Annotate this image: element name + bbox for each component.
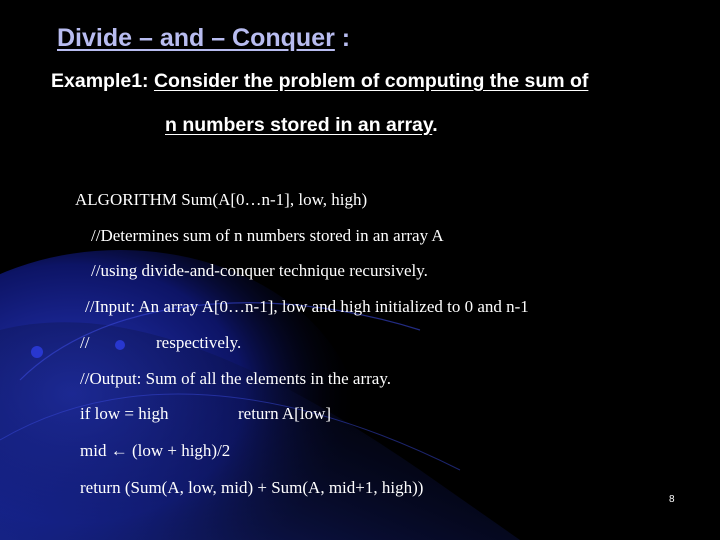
algorithm-comment-slashes: // [80,333,90,352]
example-text-2: n numbers stored in an array [165,114,433,136]
algorithm-comment: //Determines sum of n numbers stored in an array A [91,226,444,245]
example-prefix: Example1: [51,70,154,92]
example-text-2-suffix: . [432,114,438,136]
algorithm-comment: //Output: Sum of all the elements in the array. [80,369,391,388]
page-number: 8 [669,494,675,505]
slide-title-text: Divide – and – Conquer [57,24,335,52]
algorithm-comment: //Input: An array A[0…n-1], low and high initialized to 0 and n-1 [85,297,529,316]
algorithm-line: mid ← (low + high)/2 [80,441,231,460]
slide-title-suffix: : [334,24,351,52]
background-dot [31,346,43,358]
algorithm-line: return A[low] [238,404,332,423]
example-text-1: Consider the problem of computing the sum of [153,70,589,92]
background-dot [115,340,125,350]
example-line-1 [51,70,588,93]
slide-title [57,24,350,53]
algorithm-line: if low = high [80,404,169,423]
example-line-2 [165,114,438,137]
algorithm-line: return (Sum(A, low, mid) + Sum(A, mid+1, high)) [80,478,424,497]
algorithm-comment: respectively. [156,333,242,352]
algorithm-header: ALGORITHM Sum(A[0…n-1], low, high) [75,190,368,209]
algorithm-comment: //using divide-and-conquer technique recursively. [91,261,428,280]
